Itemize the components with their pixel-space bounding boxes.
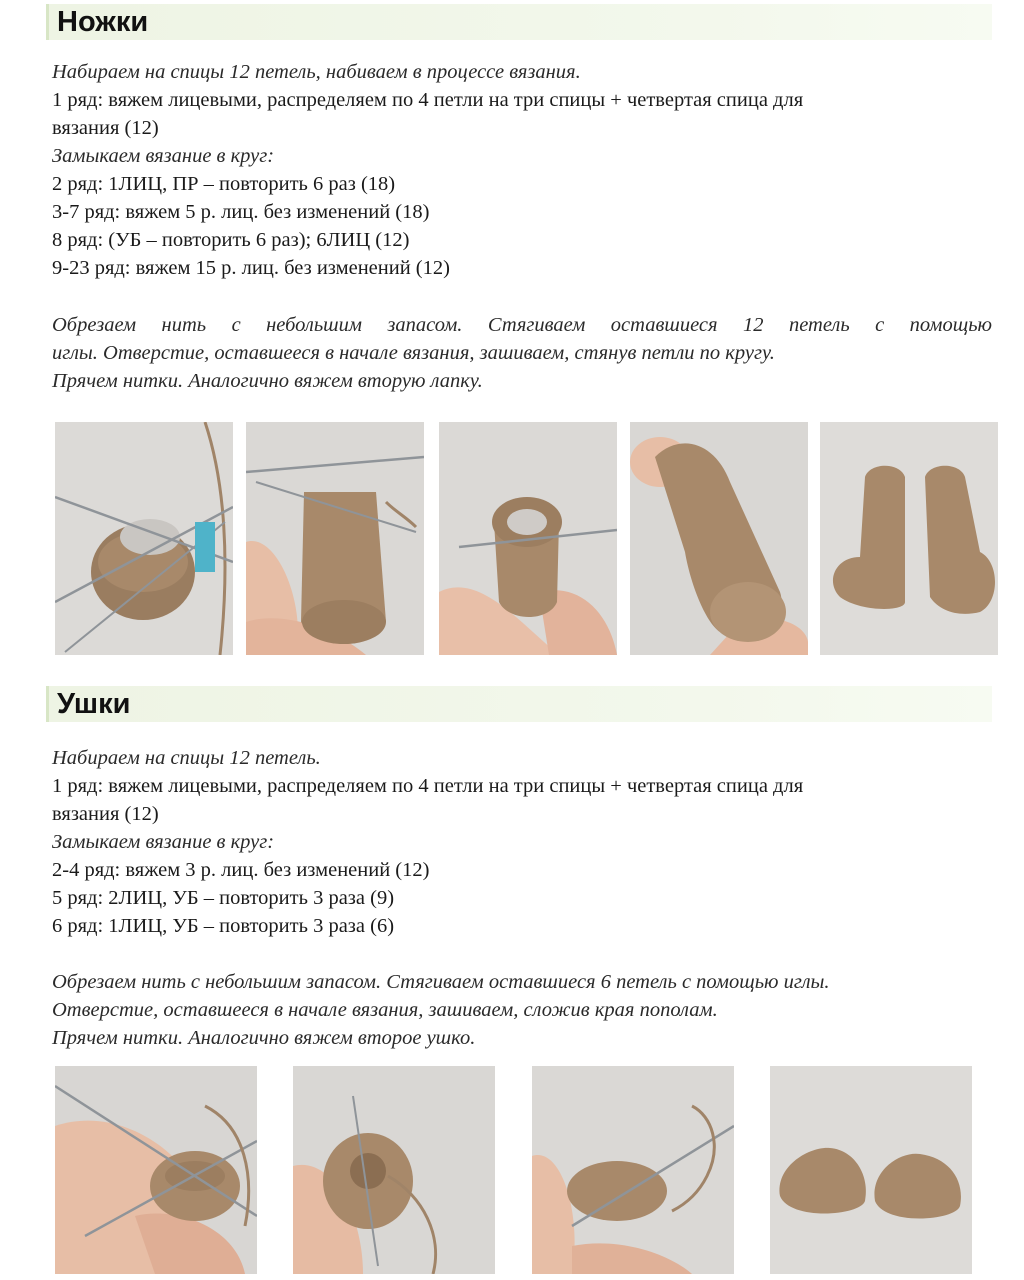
ears-section-title: Ушки [57, 688, 131, 720]
ears-line-0: Набираем на спицы 12 петель. [52, 747, 321, 769]
legs-line-1: 1 ряд: вяжем лицевыми, распределяем по 4 петли на три спицы + четвертая спица для [52, 89, 804, 111]
ears-finish-line-0: Обрезаем нить с небольшим запасом. Стягиваем оставшиеся 6 петель с помощью иглы. [52, 971, 830, 993]
legs-finish-line-0: Обрезаем нить с небольшим запасом. Стягиваем оставшиеся 12 петель с помощью [52, 314, 992, 336]
ears-finish-line-2: Прячем нитки. Аналогично вяжем второе ушко. [52, 1027, 476, 1049]
legs-line-0: Набираем на спицы 12 петель, набиваем в процессе вязания. [52, 61, 581, 83]
legs-section-title: Ножки [57, 6, 149, 38]
ears-line-2: вязания (12) [52, 803, 159, 825]
photo-ear-sewing [532, 1066, 734, 1274]
legs-finish-line-2: Прячем нитки. Аналогично вяжем вторую лапку. [52, 370, 483, 392]
ears-finish-text [52, 968, 992, 1052]
photo-leg-knitting [246, 422, 424, 655]
photo-leg-finished-single [630, 422, 808, 655]
photo-leg-start-needles [55, 422, 233, 655]
photo-legs-pair [820, 422, 998, 655]
legs-section-header [46, 4, 992, 40]
photo-ear-start-needles [55, 1066, 257, 1274]
legs-line-6: 8 ряд: (УБ – повторить 6 раз); 6ЛИЦ (12) [52, 229, 410, 251]
ears-line-4: 2-4 ряд: вяжем 3 р. лиц. без изменений (12) [52, 859, 430, 881]
legs-line-4: 2 ряд: 1ЛИЦ, ПР – повторить 6 раз (18) [52, 173, 396, 195]
ears-finish-line-1: Отверстие, оставшееся в начале вязания, зашиваем, сложив края пополам. [52, 999, 718, 1021]
legs-line-2: вязания (12) [52, 117, 159, 139]
legs-finish-text [52, 311, 992, 395]
legs-instructions [52, 58, 992, 282]
photo-ear-gathering [293, 1066, 495, 1274]
legs-finish-line-1: иглы. Отверстие, оставшееся в начале вязания, зашиваем, стянув петли по кругу. [52, 342, 775, 364]
ears-instructions [52, 744, 992, 940]
legs-line-5: 3-7 ряд: вяжем 5 р. лиц. без изменений (18) [52, 201, 430, 223]
photo-leg-gathering [439, 422, 617, 655]
photo-ears-pair [770, 1066, 972, 1274]
ears-line-1: 1 ряд: вяжем лицевыми, распределяем по 4 петли на три спицы + четвертая спица для [52, 775, 804, 797]
ears-line-6: 6 ряд: 1ЛИЦ, УБ – повторить 3 раза (6) [52, 915, 395, 937]
ears-section-header [46, 686, 992, 722]
legs-line-7: 9-23 ряд: вяжем 15 р. лиц. без изменений (12) [52, 257, 450, 279]
ears-line-5: 5 ряд: 2ЛИЦ, УБ – повторить 3 раза (9) [52, 887, 395, 909]
legs-line-3: Замыкаем вязание в круг: [52, 145, 275, 167]
ears-line-3: Замыкаем вязание в круг: [52, 831, 275, 853]
